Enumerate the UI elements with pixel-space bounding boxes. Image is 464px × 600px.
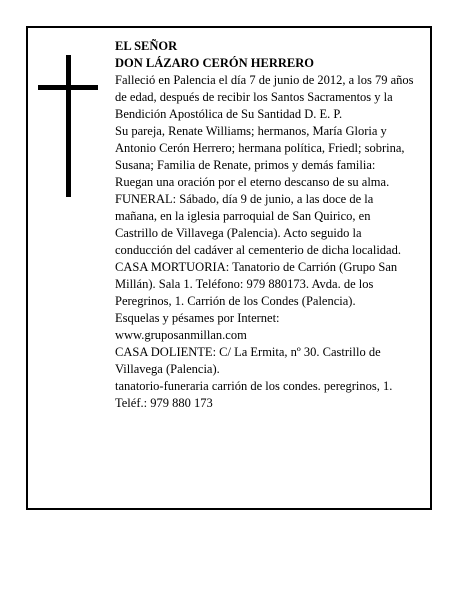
- funeral-home-contact: tanatorio-funeraria carrión de los condes. peregrinos, 1. Teléf.: 979 880 173: [115, 379, 393, 410]
- cross-horizontal-bar: [38, 85, 98, 90]
- prayer-request: Ruegan una oración por el eterno descanso de su alma.: [115, 175, 390, 189]
- family-list: Su pareja, Renate Williams; hermanos, María Gloria y Antonio Cerón Herrero; hermana política, Friedl; sobrina, Susana; Familia de Renate, primos y demás familia:: [115, 124, 405, 172]
- heading-line-1: EL SEÑOR: [115, 39, 178, 53]
- death-announcement: Falleció en Palencia el día 7 de junio de 2012, a los 79 años de edad, después de recibir los Santos Sacramentos y la Bendición Apostólica de Su Santidad D. E. P.: [115, 73, 414, 121]
- condolences-website: www.gruposanmillan.com: [115, 328, 247, 342]
- cross-vertical-bar: [66, 55, 71, 197]
- funeral-home-details: CASA MORTUORIA: Tanatorio de Carrión (Grupo San Millán). Sala 1. Teléfono: 979 880173. Avda. de los Peregrinos, 1. Carrión de los Condes (Palencia).: [115, 260, 398, 308]
- internet-condolences-label: Esquelas y pésames por Internet:: [115, 311, 280, 325]
- funeral-details: FUNERAL: Sábado, día 9 de junio, a las doce de la mañana, en la iglesia parroquial de San Quirico, en Castrillo de Villavega (Palencia). Acto seguido la conducción del cadáver al cementerio de dicha localidad.: [115, 192, 401, 257]
- obituary-text: [115, 38, 415, 412]
- deceased-name: DON LÁZARO CERÓN HERRERO: [115, 56, 314, 70]
- mourning-house-address: CASA DOLIENTE: C/ La Ermita, nº 30. Castrillo de Villavega (Palencia).: [115, 345, 381, 376]
